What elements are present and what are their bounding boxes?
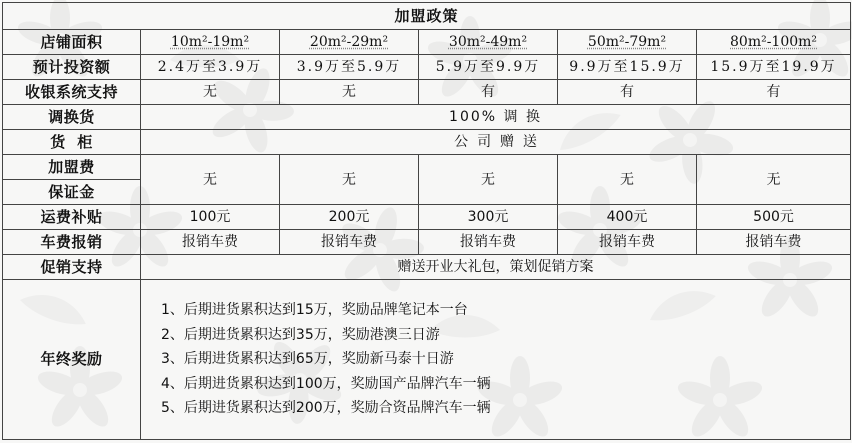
area-cell: 20m²-29m² bbox=[280, 30, 419, 55]
investment-row bbox=[3, 55, 851, 80]
fee-cell: 无 bbox=[558, 155, 697, 205]
investment-cell: 3.9万至5.9万 bbox=[280, 55, 419, 80]
pos-row bbox=[3, 80, 851, 105]
fee-row bbox=[3, 155, 851, 180]
investment-cell: 5.9万至9.9万 bbox=[419, 55, 558, 80]
fee-cell: 无 bbox=[419, 155, 558, 205]
travel-cell: 报销车费 bbox=[280, 230, 419, 255]
row-label: 货 柜 bbox=[3, 130, 141, 155]
investment-cell: 9.9万至15.9万 bbox=[558, 55, 697, 80]
investment-cell: 2.4万至3.9万 bbox=[141, 55, 280, 80]
title-row bbox=[3, 3, 851, 30]
shipping-row bbox=[3, 205, 851, 230]
fee-cell: 无 bbox=[141, 155, 280, 205]
area-cell: 30m²-49m² bbox=[419, 30, 558, 55]
travel-cell: 报销车费 bbox=[697, 230, 851, 255]
list-item: 4、后期进货累积达到100万，奖励国产品牌汽车一辆 bbox=[161, 375, 491, 392]
exchange-value: 100% 调 换 bbox=[141, 105, 851, 130]
area-row bbox=[3, 30, 851, 55]
list-item: 5、后期进货累积达到200万，奖励合资品牌汽车一辆 bbox=[161, 400, 491, 417]
shipping-cell: 100元 bbox=[141, 205, 280, 230]
list-item: 1、后期进货累积达到15万，奖励品牌笔记本一台 bbox=[161, 302, 468, 319]
exchange-row bbox=[3, 105, 851, 130]
list-item: 3、后期进货累积达到65万，奖励新马泰十日游 bbox=[161, 351, 454, 368]
pos-cell: 有 bbox=[419, 80, 558, 105]
pos-cell: 有 bbox=[558, 80, 697, 105]
cabinet-row bbox=[3, 130, 851, 155]
travel-row bbox=[3, 230, 851, 255]
pos-cell: 无 bbox=[280, 80, 419, 105]
row-label: 预计投资额 bbox=[3, 55, 141, 80]
row-label: 收银系统支持 bbox=[3, 80, 141, 105]
investment-cell: 15.9万至19.9万 bbox=[697, 55, 851, 80]
area-cell: 10m²-19m² bbox=[141, 30, 280, 55]
list-item: 2、后期进货累积达到35万，奖励港澳三日游 bbox=[161, 326, 440, 343]
row-label: 车费报销 bbox=[3, 230, 141, 255]
awards-list bbox=[161, 298, 850, 421]
row-label: 运费补贴 bbox=[3, 205, 141, 230]
shipping-cell: 200元 bbox=[280, 205, 419, 230]
area-cell: 80m²-100m² bbox=[697, 30, 851, 55]
row-label: 调换货 bbox=[3, 105, 141, 130]
promotion-row bbox=[3, 255, 851, 280]
pos-cell: 有 bbox=[697, 80, 851, 105]
travel-cell: 报销车费 bbox=[558, 230, 697, 255]
franchise-policy-table bbox=[2, 2, 851, 440]
travel-cell: 报销车费 bbox=[141, 230, 280, 255]
travel-cell: 报销车费 bbox=[419, 230, 558, 255]
row-label: 年终奖励 bbox=[3, 280, 141, 440]
shipping-cell: 300元 bbox=[419, 205, 558, 230]
fee-cell: 无 bbox=[697, 155, 851, 205]
year-end-row bbox=[3, 280, 851, 440]
year-end-awards bbox=[141, 280, 851, 440]
pos-cell: 无 bbox=[141, 80, 280, 105]
cabinet-value: 公 司 赠 送 bbox=[141, 130, 851, 155]
fee-cell: 无 bbox=[280, 155, 419, 205]
row-label: 店铺面积 bbox=[3, 30, 141, 55]
promotion-value: 赠送开业大礼包，策划促销方案 bbox=[141, 255, 851, 280]
row-label: 促销支持 bbox=[3, 255, 141, 280]
row-label: 保证金 bbox=[3, 180, 141, 205]
area-cell: 50m²-79m² bbox=[558, 30, 697, 55]
shipping-cell: 400元 bbox=[558, 205, 697, 230]
row-label: 加盟费 bbox=[3, 155, 141, 180]
table-title: 加盟政策 bbox=[3, 3, 851, 30]
shipping-cell: 500元 bbox=[697, 205, 851, 230]
